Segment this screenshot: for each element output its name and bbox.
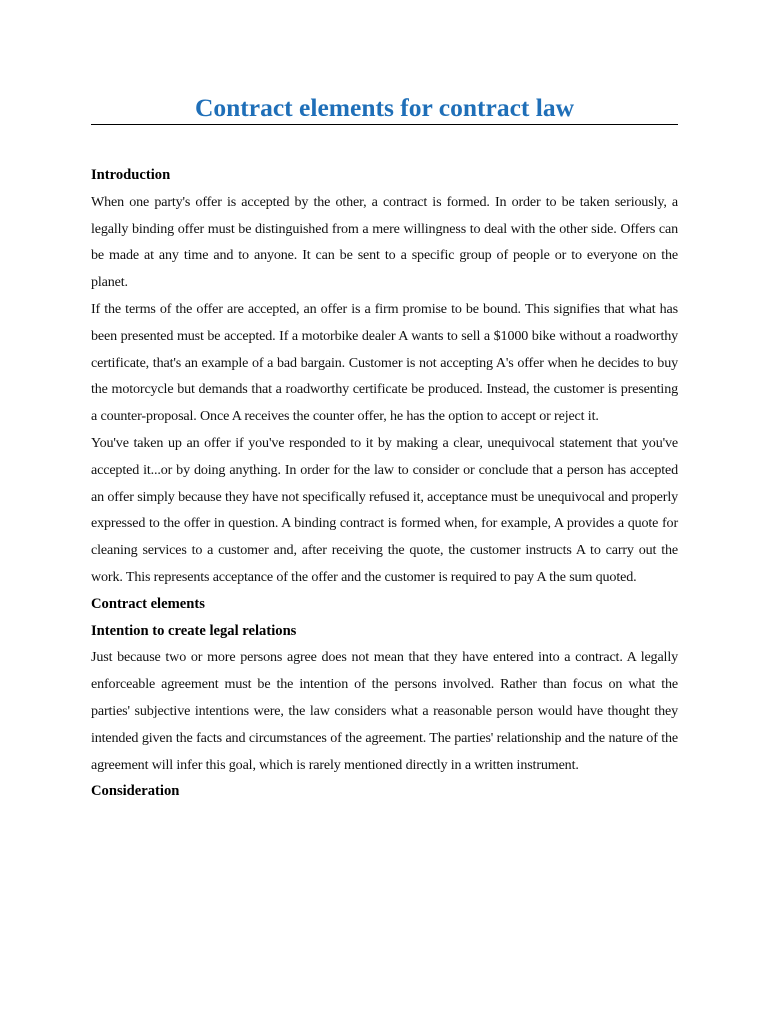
document-title: Contract elements for contract law	[194, 93, 575, 122]
title-underline	[91, 124, 678, 125]
contract-elements-heading: Contract elements	[91, 595, 205, 612]
introduction-paragraph-3: You've taken up an offer if you've responded to it by making a clear, unequivocal statement that you've accepted it...or by doing anything. In order for the law to consider or conclude that a person has accepted an offer simply because they have not specifically refused it, acceptance must be unequivocal and properly expressed to the offer in question. A binding contract is formed when, for example, A provides a quote for cleaning services to a customer and, after receiving the quote, the customer instructs A to carry out the work. This represents acceptance of the offer and the customer is required to pay A the sum quoted.	[91, 434, 678, 585]
intention-paragraph-1: Just because two or more persons agree does not mean that they have entered into a contract. A legally enforceable agreement must be the intention of the persons involved. Rather than focus on what the parties' subjective intentions were, the law considers what a reasonable person would have thought they intended given the facts and circumstances of the agreement. The parties' relationship and the nature of the agreement will infer this goal, which is rarely mentioned directly in a written instrument.	[91, 649, 678, 773]
introduction-paragraph-2: If the terms of the offer are accepted, an offer is a firm promise to be bound. This signifies that what has been presented must be accepted. If a motorbike dealer A wants to sell a $1000 bike without a roadworthy certificate, that's an example of a bad bargain. Customer is not accepting A's offer when he decides to buy the motorcycle but demands that a roadworthy certificate be produced. Instead, the customer is presenting a counter-proposal. Once A receives the counter offer, he has the option to accept or reject it.	[91, 300, 678, 425]
consideration-heading: Consideration	[91, 783, 180, 800]
intention-heading: Intention to create legal relations	[91, 622, 297, 639]
introduction-heading: Introduction	[91, 167, 171, 183]
introduction-paragraph-1: When one party's offer is accepted by the other, a contract is formed. In order to be taken seriously, a legally binding offer must be distinguished from a mere willingness to deal with the other side. Offers can be made at any time and to anyone. It can be sent to a specific group of people or to everyone on the planet.	[91, 193, 678, 291]
document-body	[91, 162, 678, 805]
